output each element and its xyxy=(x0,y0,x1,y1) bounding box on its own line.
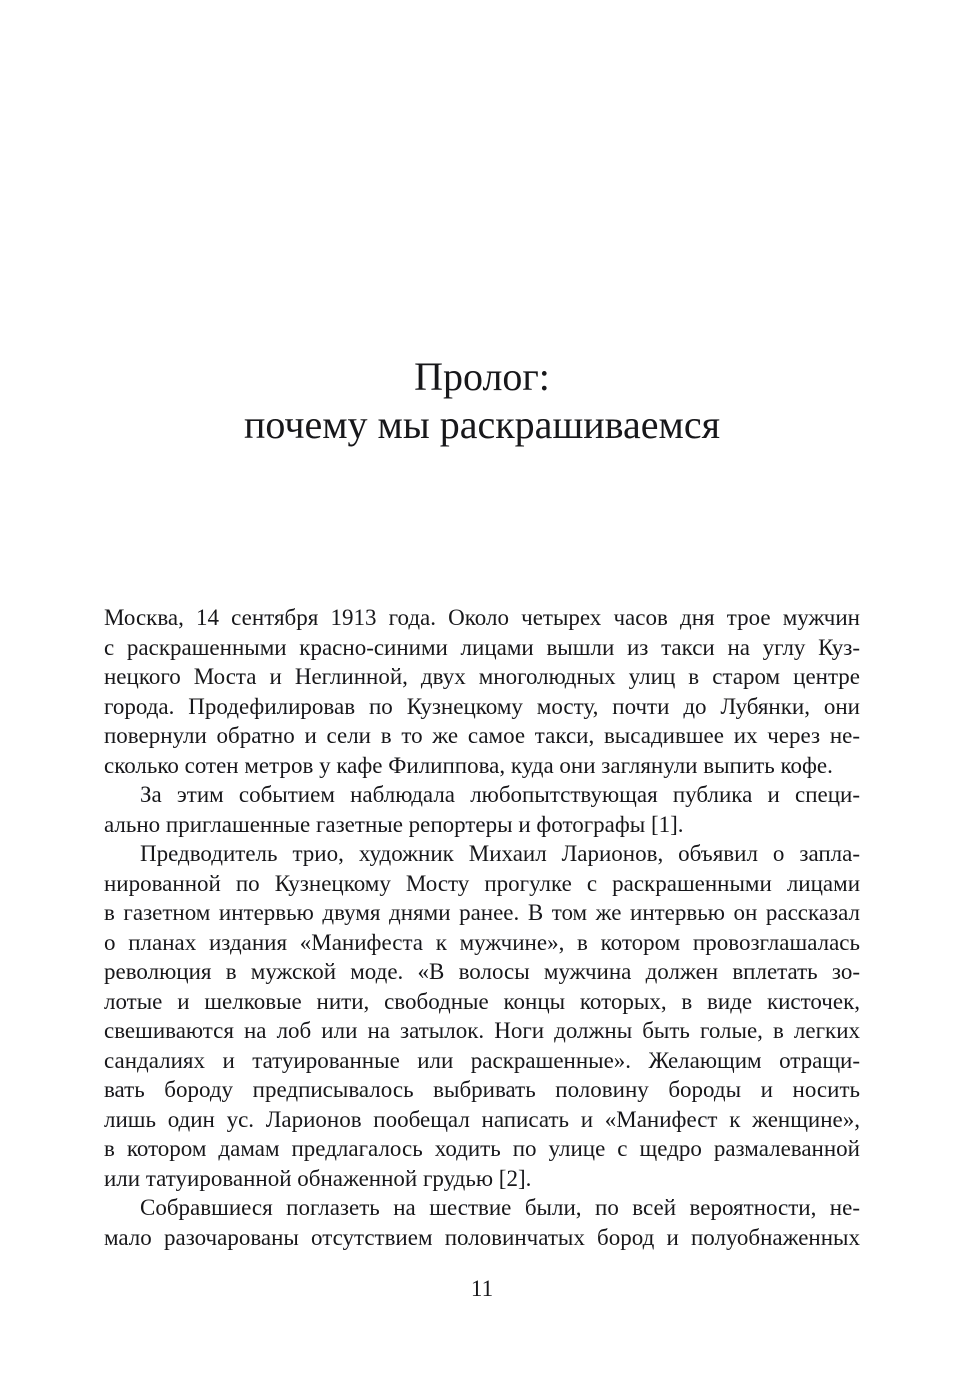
text-line: За этим событием наблюдала любопытствующая публика и специ- xyxy=(140,782,860,807)
chapter-title-line-1: Пролог: xyxy=(414,354,550,399)
text-line: Предводитель трио, художник Михаил Ларионов, объявил о запла- xyxy=(140,841,860,866)
text-line: с раскрашенными красно-синими лицами вышли из такси на углу Куз- xyxy=(104,634,860,660)
text-line: повернули обратно и сели в то же самое такси, высадившее их через не- xyxy=(104,723,860,748)
chapter-title xyxy=(12,353,952,449)
text-line: свешиваются на лоб или на затылок. Ноги должны быть голые, в легких xyxy=(104,1018,860,1043)
text-line: в котором дамам предлагалось ходить по улице с щедро размалеванной xyxy=(104,1136,860,1161)
text-line: мало разочарованы отсутствием половинчатых бород и полуобнаженных xyxy=(104,1224,860,1250)
text-line: нецкого Моста и Неглинной, двух многолюдных улиц в старом центре xyxy=(104,664,860,689)
text-line: сандалиях и татуированные или раскрашенные». Желающим отращи- xyxy=(104,1047,860,1073)
text-line: или татуированной обнаженной грудью [2]. xyxy=(104,1165,532,1191)
text-line: о планах издания «Манифеста к мужчине», в котором провозглашалась xyxy=(104,929,860,955)
text-line: вать бороду предписывалось выбривать половину бороды и носить xyxy=(104,1077,860,1102)
text-line: города. Продефилировав по Кузнецкому мосту, почти до Лубянки, они xyxy=(104,693,860,719)
text-line: Собравшиеся поглазеть на шествие были, по всей вероятности, не- xyxy=(140,1195,860,1220)
text-block xyxy=(104,603,860,1252)
text-line: ально приглашенные газетные репортеры и фотографы [1]. xyxy=(104,811,684,837)
text-line: нированной по Кузнецкому Мосту прогулке с раскрашенными лицами xyxy=(104,870,860,896)
text-line: в газетном интервью двумя днями ранее. В том же интервью он рассказал xyxy=(104,900,860,925)
text-line: Москва, 14 сентября 1913 года. Около четырех часов дня трое мужчин xyxy=(104,605,860,630)
text-line: лишь один ус. Ларионов пообещал написать и «Манифест к женщине», xyxy=(104,1106,860,1132)
text-line: лотые и шелковые нити, свободные концы которых, в виде кисточек, xyxy=(104,988,860,1014)
chapter-title-line-2: почему мы раскрашиваемся xyxy=(244,402,720,447)
text-line: сколько сотен метров у кафе Филиппова, куда они заглянули выпить кофе. xyxy=(104,752,833,778)
text-line: революция в мужской моде. «В волосы мужчина должен вплетать зо- xyxy=(104,959,860,984)
page-number: 11 xyxy=(470,1276,494,1301)
